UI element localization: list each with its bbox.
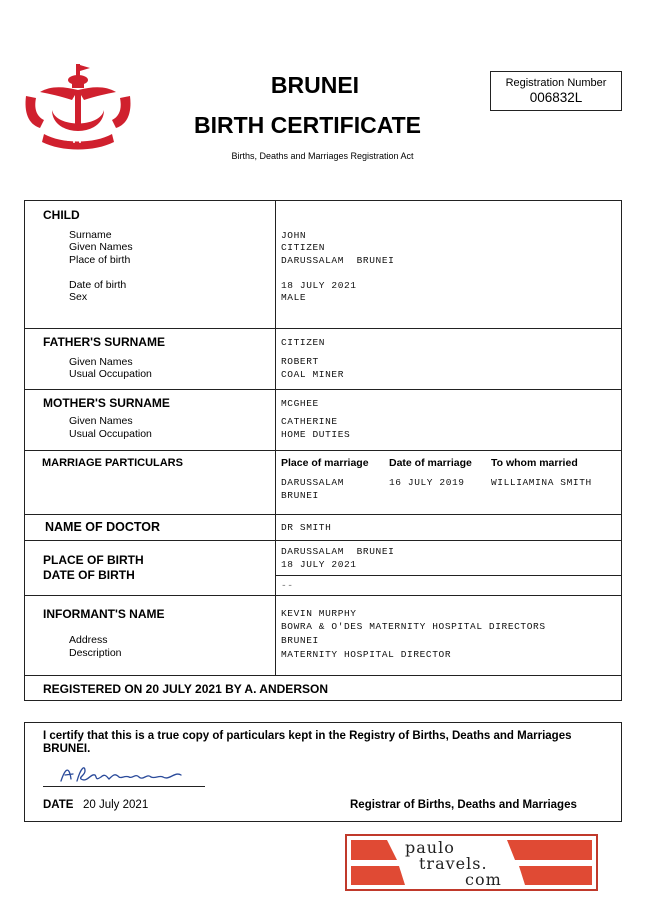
signature-line xyxy=(43,786,205,787)
child-given-names-label: Given Names xyxy=(69,241,133,253)
registration-number-box xyxy=(490,71,622,111)
mother-surname-value: MCGHEE xyxy=(281,398,319,409)
marriage-place-line2: BRUNEI xyxy=(281,490,319,501)
father-surname-value: CITIZEN xyxy=(281,337,326,348)
father-header: FATHER'S SURNAME xyxy=(43,335,165,349)
child-sex-label: Sex xyxy=(69,291,88,303)
mother-occupation-label: Usual Occupation xyxy=(69,428,152,440)
doctor-value: DR SMITH xyxy=(281,522,332,533)
father-occupation-value: COAL MINER xyxy=(281,369,345,380)
registrar-signature xyxy=(55,761,195,787)
informant-description-value: MATERNITY HOSPITAL DIRECTOR xyxy=(281,649,452,660)
child-surname-label: Surname xyxy=(69,229,112,241)
marriage-whom-column: To whom married xyxy=(491,457,578,469)
registrar-title: Registrar of Births, Deaths and Marriages xyxy=(350,799,577,811)
informant-description-label: Description xyxy=(69,647,122,659)
mother-given-names-label: Given Names xyxy=(69,415,133,427)
paulo-travels-watermark-logo xyxy=(345,834,598,891)
place-of-birth-header: PLACE OF BIRTH xyxy=(43,553,144,567)
birth-extra-value: -- xyxy=(281,580,294,591)
certification-box xyxy=(24,722,622,822)
watermark-line2: travels. xyxy=(419,854,488,873)
informant-address-line2: BRUNEI xyxy=(281,635,319,646)
date-of-birth-header: DATE OF BIRTH xyxy=(43,568,135,582)
child-header: CHILD xyxy=(43,208,80,222)
informant-address-label: Address xyxy=(69,634,108,646)
informant-header: INFORMANT'S NAME xyxy=(43,607,165,621)
particulars-table xyxy=(24,200,622,701)
birth-place-value: DARUSSALAM BRUNEI xyxy=(281,546,395,557)
child-place-of-birth-value: DARUSSALAM BRUNEI xyxy=(281,255,395,266)
child-place-of-birth-label: Place of birth xyxy=(69,254,131,266)
child-date-of-birth-label: Date of birth xyxy=(69,279,127,291)
child-given-names-value: CITIZEN xyxy=(281,242,326,253)
marriage-place-line1: DARUSSALAM xyxy=(281,477,345,488)
child-surname-value: JOHN xyxy=(281,230,307,241)
marriage-place-column: Place of marriage xyxy=(281,457,369,469)
country-title: BRUNEI xyxy=(270,72,360,98)
mother-given-names-value: CATHERINE xyxy=(281,416,338,427)
document-title: BIRTH CERTIFICATE xyxy=(193,112,421,138)
watermark-line1: paulo xyxy=(405,838,455,857)
birth-date-value: 18 JULY 2021 xyxy=(281,559,357,570)
certification-date-label: DATE xyxy=(43,799,74,811)
marriage-header: MARRIAGE PARTICULARS xyxy=(42,457,183,469)
marriage-date-value: 16 JULY 2019 xyxy=(389,477,465,488)
marriage-date-column: Date of marriage xyxy=(389,457,472,469)
marriage-whom-value: WILLIAMINA SMITH xyxy=(491,477,592,488)
doctor-header: NAME OF DOCTOR xyxy=(45,520,161,534)
watermark-line3: com xyxy=(465,870,502,889)
brunei-crest-emblem-icon xyxy=(22,62,134,158)
father-occupation-label: Usual Occupation xyxy=(69,368,152,380)
mother-occupation-value: HOME DUTIES xyxy=(281,429,351,440)
certification-date-value: 20 July 2021 xyxy=(83,799,149,811)
child-date-of-birth-value: 18 JULY 2021 xyxy=(281,280,357,291)
mother-header: MOTHER'S SURNAME xyxy=(43,396,170,410)
child-sex-value: MALE xyxy=(281,292,307,303)
act-subtitle: Births, Deaths and Marriages Registration Act xyxy=(231,151,414,161)
registration-number-label: Registration Number xyxy=(505,77,607,89)
certification-text: I certify that this is a true copy of particulars kept in the Registry of Births, Deaths and Marriages BRUNEI. xyxy=(43,730,572,755)
informant-name-value: KEVIN MURPHY xyxy=(281,608,357,619)
father-given-names-label: Given Names xyxy=(69,356,133,368)
registered-line: REGISTERED ON 20 JULY 2021 BY A. ANDERSON xyxy=(43,682,328,696)
father-given-names-value: ROBERT xyxy=(281,356,319,367)
informant-address-line1: BOWRA & O'DES MATERNITY HOSPITAL DIRECTORS xyxy=(281,621,546,632)
registration-number-value: 006832L xyxy=(529,90,583,105)
